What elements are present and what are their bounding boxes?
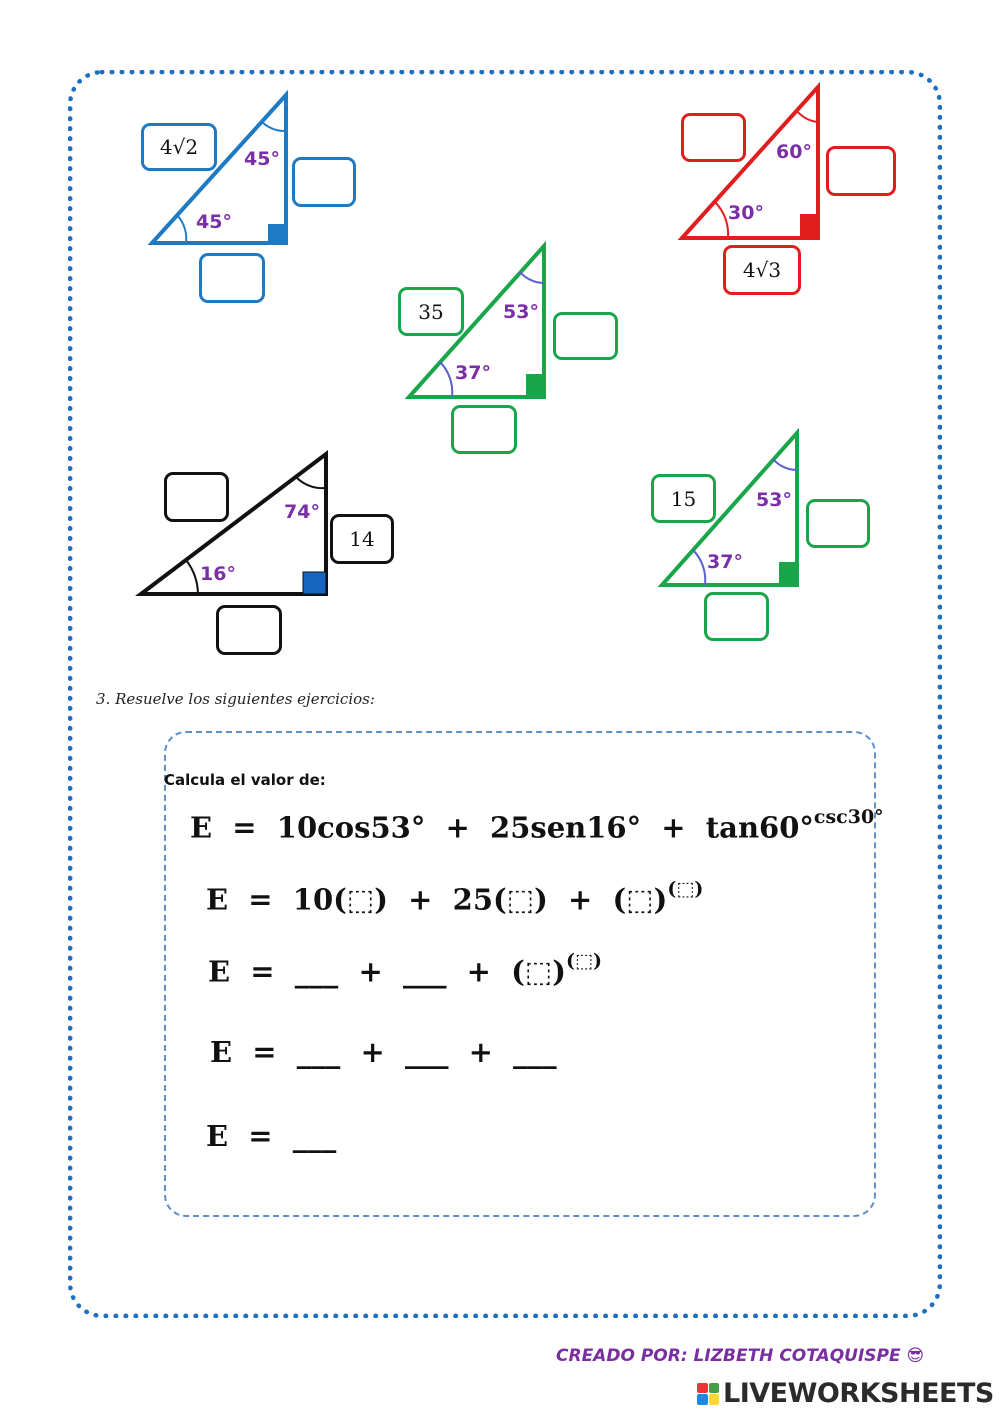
equation-text: E = ___ (206, 1119, 337, 1153)
vertical-leg-answer-box[interactable]: 14 (330, 514, 394, 564)
equation-text: E = 10(⬚) + 25(⬚) + (⬚) (206, 882, 668, 917)
equation-exponent: (⬚) (667, 878, 704, 900)
angle-label: 16° (200, 563, 236, 585)
logo-icon (697, 1383, 719, 1405)
angle-label: 45° (196, 211, 232, 233)
equation-exponent: (⬚) (566, 950, 602, 972)
angle-label: 37° (455, 362, 491, 384)
equation-text: E = ___ + ___ + (⬚) (208, 954, 566, 989)
brand-name: LIVEWORKSHEETS (723, 1378, 994, 1409)
angle-label: 53° (756, 489, 792, 511)
hypotenuse-answer-box[interactable]: 15 (651, 474, 716, 523)
equation-exponent: csc30° (813, 806, 884, 828)
angle-label: 74° (284, 501, 320, 523)
triangle-green-2 (0, 0, 1000, 700)
equation-line-4[interactable] (210, 1035, 557, 1069)
angle-label: 30° (728, 202, 764, 224)
hypotenuse-answer-box[interactable]: 35 (398, 287, 464, 336)
angle-label: 45° (244, 148, 280, 170)
angle-label: 53° (503, 301, 539, 323)
equation-line-2[interactable] (206, 878, 704, 917)
equation-text: E = 10cos53° + 25sen16° + tan60° (190, 810, 814, 845)
author-credit: CREADO POR: LIZBETH COTAQUISPE 😎 (556, 1346, 925, 1366)
exercise-prompt: Calcula el valor de: (164, 771, 326, 789)
equation-text: E = ___ + ___ + ___ (210, 1035, 557, 1069)
instruction-text: 3. Resuelve los siguientes ejercicios: (96, 690, 375, 708)
liveworksheets-logo (697, 1378, 994, 1409)
angle-label: 60° (776, 141, 812, 163)
hypotenuse-answer-box[interactable]: 4√2 (141, 123, 217, 171)
equation-line-5[interactable] (206, 1119, 336, 1153)
horizontal-leg-answer-box[interactable]: 4√3 (723, 245, 801, 295)
horizontal-leg-answer-box[interactable] (704, 592, 769, 641)
vertical-leg-answer-box[interactable] (806, 499, 870, 548)
angle-label: 37° (707, 551, 743, 573)
equation-line-1 (190, 806, 884, 845)
equation-line-3[interactable] (208, 950, 602, 989)
